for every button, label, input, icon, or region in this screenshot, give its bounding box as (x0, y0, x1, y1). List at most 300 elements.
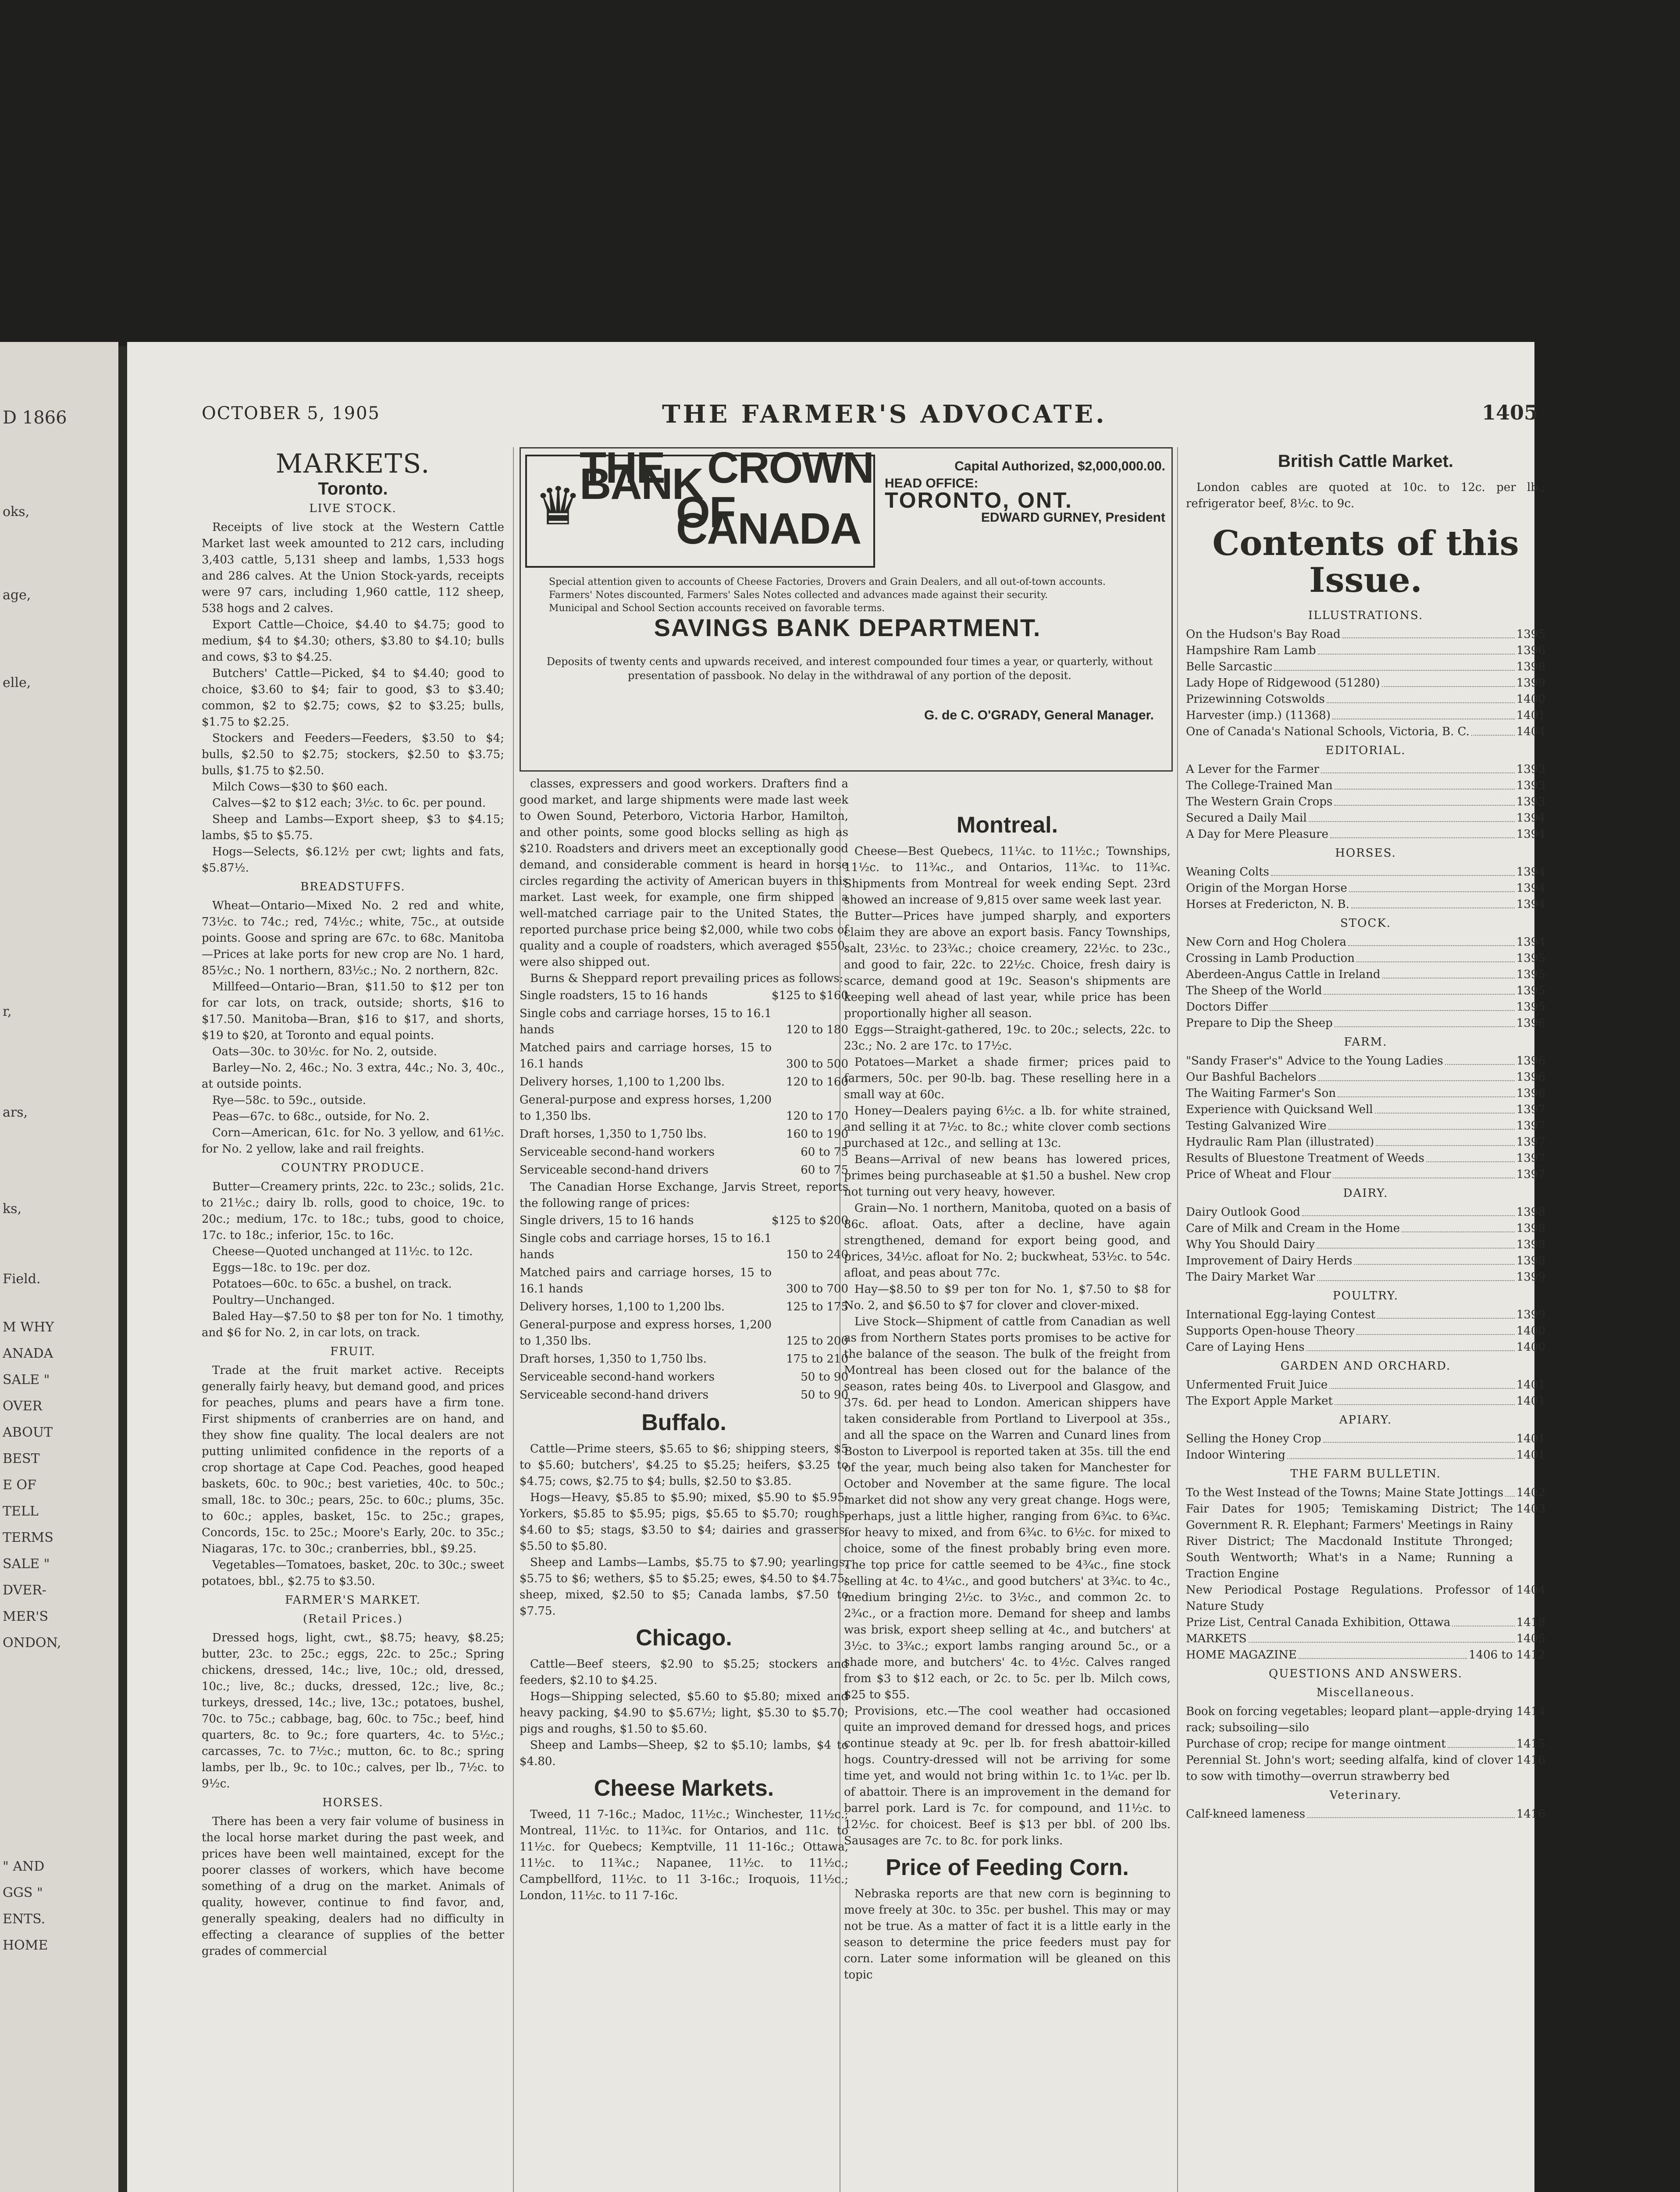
toc-leader-dots (1471, 724, 1515, 736)
toc-leader-dots (1445, 1053, 1515, 1065)
market-paragraph: Cheese—Quoted unchanged at 11½c. to 12c. (212, 1245, 473, 1258)
toc-entry (1186, 1736, 1545, 1752)
toc-page-number: 1401 (1516, 709, 1545, 722)
bank-president: EDWARD GURNEY, President (981, 510, 1165, 525)
toc-page-number: 1401 (1516, 1432, 1545, 1445)
toc-entry-title: On the Hudson's Bay Road (1186, 628, 1341, 641)
market-paragraph: Eggs—Straight-gathered, 19c. to 20c.; selects, 22c. to 23c.; No. 2 are 17c. to 17½c. (844, 1023, 1171, 1053)
toc-entry-title: Purchase of crop; recipe for mange ointment (1186, 1737, 1446, 1751)
market-paragraph: Hogs—Heavy, $5.85 to $5.90; mixed, $5.90 to $5.95; Yorkers, $5.85 to $5.95; pigs, $5.65 to $5.70; roughs, $4.60 to $5; stags, $3.50 to $4; dairies and grassers, $5.50 to $5.80. (520, 1491, 848, 1553)
toc-leader-dots (1249, 1631, 1515, 1643)
market-paragraph: Calves—$2 to $12 each; 3½c. to 6c. per pound. (212, 797, 486, 810)
toc-page-number: 1398 (1516, 660, 1545, 673)
toc-entry (1186, 1501, 1545, 1582)
toc-leader-dots (1318, 643, 1515, 655)
previous-page-fragment: OVER (3, 1398, 43, 1414)
toc-entry-title: The Export Apple Market (1186, 1395, 1333, 1408)
toc-leader-dots (1324, 983, 1514, 995)
buffalo-heading: Buffalo. (641, 1410, 726, 1435)
bank-name-line1: THE CROWN BANK (580, 443, 873, 509)
price-row (520, 1316, 848, 1350)
toc-page-number: 1395 (1516, 1000, 1545, 1014)
market-paragraph: Rye—58c. to 59c., outside. (212, 1094, 366, 1107)
contents-heading: Contents of this Issue. (1212, 523, 1519, 600)
toc-entry (1186, 1167, 1545, 1183)
toc-entry-title: Hampshire Ram Lamb (1186, 644, 1316, 657)
retail-prices-note: (Retail Prices.) (303, 1612, 403, 1626)
toc-entry-title: Experience with Quicksand Well (1186, 1103, 1373, 1116)
price-row (520, 1212, 848, 1230)
toc-leader-dots (1375, 1102, 1515, 1114)
toc-page-number: 1395 (1516, 952, 1545, 965)
column-rule (513, 447, 514, 2192)
bank-capital: Capital Authorized, $2,000,000.00. (954, 459, 1165, 473)
previous-page-fragment: DVER- (3, 1583, 46, 1598)
toc-leader-dots (1349, 880, 1515, 892)
toc-page-number: 1418 (1516, 1616, 1545, 1629)
toc-entry-title: Hydraulic Ram Plan (illustrated) (1186, 1135, 1374, 1149)
toc-entry-title: One of Canada's National Schools, Victoria, B. C. (1186, 725, 1470, 738)
market-paragraph: Cattle—Beef steers, $2.90 to $5.25; stockers and feeders, $2.10 to $4.25. (520, 1658, 848, 1687)
toc-leader-dots (1334, 794, 1514, 806)
toc-entry-title: Care of Milk and Cream in the Home (1186, 1222, 1400, 1235)
market-paragraph: Wheat—Ontario—Mixed No. 2 red and white, 73½c. to 74c.; red, 74½c.; white, 75c., at outside points. Goose and spring are 67c. to 68c. Manitoba—Prices at lake ports for new crop are No. 1 hard, 85½c.; No. 1 northern, 83½c.; No. 2 northern, 82c. (202, 899, 504, 977)
toc-page-number: 1416 (1516, 1808, 1545, 1821)
montreal-heading: Montreal. (956, 812, 1058, 838)
toc-entry (1186, 880, 1545, 897)
toc-page-number: 1398 (1516, 1222, 1545, 1235)
toc-page-number: 1397 (1516, 1152, 1545, 1165)
toc-leader-dots (1342, 626, 1515, 638)
bank-head-office-label: HEAD OFFICE: (885, 476, 979, 491)
previous-page-fragment: oks, (3, 504, 30, 520)
toc-entry (1186, 1615, 1545, 1631)
toc-leader-dots (1333, 1167, 1514, 1178)
toc-leader-dots (1287, 1447, 1515, 1459)
toc-page-number: 1400 (1516, 1341, 1545, 1354)
toc-entry (1186, 1704, 1545, 1736)
market-paragraph: Hay—$8.50 to $9 per ton for No. 1, $7.50 to $8 for No. 2, and $6.50 to $7 for clover and clover-mixed. (844, 1283, 1171, 1312)
market-paragraph: Trade at the fruit market active. Receipts generally fairly heavy, but demand good, and prices for peaches, plums and pears have a firm tone. First shipments of cranberries are on hand, and they show fine quality. The local dealers are not putting unlimited confidence in the reports of a crop shortage at Cape Cod. Peaches, good heaped baskets, 60c. to 90c.; best varieties, 40c. to 50c.; small, 18c. to 30c.; pears, 25c. to 60c.; plums, 35c. to 60c.; apples, basket, 15c. to 25c.; grapes, Concords, 15c. to 25c.; Moore's Early, 20c. to 35c.; Niagaras, 17c. to 30c.; cranberries, bbl., $9.25. (202, 1364, 504, 1555)
toc-entry (1186, 1631, 1545, 1647)
toc-leader-dots (1356, 950, 1515, 962)
market-paragraph: Potatoes—Market a shade firmer; prices paid to farmers, 50c. per 90-lb. bag. These reselling here in a small way at 60c. (844, 1056, 1171, 1101)
previous-page-fragment: SALE " (3, 1556, 50, 1572)
toc-leader-dots (1505, 1485, 1515, 1497)
chicago-report (520, 1656, 848, 1770)
toc-entry (1186, 999, 1545, 1015)
toc-category: POULTRY. (1332, 1289, 1399, 1302)
toc-leader-dots (1302, 1204, 1515, 1216)
toc-page-number: 1400 (1516, 1324, 1545, 1338)
toc-entry-title: Supports Open-house Theory (1186, 1324, 1355, 1338)
toc-entry (1186, 1447, 1545, 1463)
toc-entry (1186, 1307, 1545, 1323)
toc-entry (1186, 643, 1545, 659)
toc-entry-title: A Day for Mere Pleasure (1186, 828, 1328, 841)
toc-page-number: 1397 (1516, 1135, 1545, 1149)
price-item: Serviceable second-hand drivers (520, 1388, 708, 1402)
price-value: 60 to 75 (801, 1146, 848, 1159)
toc-entry (1186, 1237, 1545, 1253)
feeding-corn-report (844, 1886, 1171, 1983)
toc-leader-dots (1330, 826, 1515, 838)
toc-entry-title: Dairy Outlook Good (1186, 1206, 1300, 1219)
toc-entry (1186, 967, 1545, 983)
toc-entry (1186, 1485, 1545, 1501)
toc-entry (1186, 1647, 1545, 1663)
page-header (202, 400, 1657, 430)
price-item: Single cobs and carriage horses, 15 to 16.1 hands (520, 1232, 772, 1261)
toc-entry-title: Indoor Wintering (1186, 1448, 1285, 1462)
toc-entry (1186, 826, 1545, 843)
price-value: 175 to 210 (786, 1352, 848, 1366)
toc-leader-dots (1317, 1269, 1515, 1281)
toc-page-number: 1395 (1516, 628, 1545, 641)
live-stock-heading: LIVE STOCK. (309, 502, 397, 515)
toc-entry (1186, 1118, 1545, 1134)
toc-entry-title: Perennial St. John's wort; seeding alfalfa, kind of clover to sow with timothy—overrun strawberry bed (1186, 1754, 1513, 1783)
toronto-country-produce (202, 1179, 504, 1341)
toc-entry (1186, 1204, 1545, 1221)
previous-page-fragment: ks, (3, 1201, 22, 1217)
toc-leader-dots (1356, 1323, 1515, 1335)
toronto-heading: Toronto. (318, 479, 388, 498)
toc-entry-title: Horses at Fredericton, N. B. (1186, 898, 1349, 911)
previous-page-fragment: TERMS (3, 1530, 53, 1545)
toc-page-number: 1404 (1516, 1584, 1545, 1597)
price-item: Serviceable second-hand workers (520, 1370, 715, 1384)
toc-entry (1186, 778, 1545, 794)
horse-exchange-intro: The Canadian Horse Exchange, Jarvis Street, reports the following range of prices: (520, 1181, 848, 1210)
toc-entry (1186, 810, 1545, 826)
chicago-heading: Chicago. (636, 1625, 732, 1651)
toc-entry-title: Prizewinning Cotswolds (1186, 693, 1325, 706)
toc-entry (1186, 1752, 1545, 1785)
toc-entry (1186, 1377, 1545, 1393)
toc-page-number: 1403 (1516, 1502, 1545, 1516)
toc-page-number: 1402 (1516, 1486, 1545, 1499)
toc-entry-title: The Waiting Farmer's Son (1186, 1087, 1336, 1100)
previous-page-fragment: ANADA (3, 1346, 53, 1361)
toc-leader-dots (1318, 1069, 1514, 1081)
toc-leader-dots (1335, 778, 1515, 790)
price-item: Matched pairs and carriage horses, 15 to 16.1 hands (520, 1041, 772, 1071)
toc-page-number: 1394 (1516, 828, 1545, 841)
toc-leader-dots (1402, 1221, 1515, 1232)
toc-entry-title: Book on forcing vegetables; leopard plant—apple-drying rack; subsoiling—silo (1186, 1705, 1513, 1734)
market-paragraph: Hogs—Selects, $6.12½ per cwt; lights and fats, $5.87½. (202, 845, 504, 875)
toc-entry (1186, 1221, 1545, 1237)
toc-entry (1186, 950, 1545, 967)
price-value: 120 to 180 (786, 1023, 848, 1036)
previous-page-edge (0, 342, 118, 2192)
bank-note: Special attention given to accounts of Cheese Factories, Drovers and Grain Dealers, and all out-of-town accounts. (549, 576, 1106, 587)
toc-entry-title: "Sandy Fraser's" Advice to the Young Ladies (1186, 1054, 1443, 1068)
toc-entry-title: Prepare to Dip the Sheep (1186, 1017, 1333, 1030)
bank-note: Municipal and School Section accounts received on favorable terms. (549, 603, 885, 614)
toc-entry (1186, 794, 1545, 810)
toc-entry (1186, 724, 1545, 740)
toc-leader-dots (1338, 1085, 1515, 1097)
previous-page-fragment: HOME (3, 1938, 48, 1953)
toc-page-number: 1393 (1516, 795, 1545, 808)
toc-leader-dots (1351, 897, 1515, 908)
toc-page-number: 1400 (1516, 693, 1545, 706)
toc-entry-title: Prize List, Central Canada Exhibition, Ottawa (1186, 1616, 1451, 1629)
previous-page-fragment: E OF (3, 1477, 36, 1493)
toc-page-number: 1401 (1516, 1395, 1545, 1408)
toc-category: ILLUSTRATIONS. (1308, 609, 1424, 622)
toc-entry (1186, 1323, 1545, 1339)
market-paragraph: Milch Cows—$30 to $60 each. (212, 780, 388, 794)
market-paragraph: Nebraska reports are that new corn is beginning to move freely at 30c. to 35c. per bushel. This may or may not be true. As a matter of fact it is a little early in the season to determine the price feeders must pay for corn. Later some information will be gleaned on this topic (844, 1887, 1171, 1982)
toc-leader-dots (1327, 691, 1515, 703)
horses-heading: HORSES. (322, 1796, 384, 1809)
toc-page-number: 1394 (1516, 882, 1545, 895)
feeding-corn-heading: Price of Feeding Corn. (886, 1855, 1129, 1880)
previous-page-fragment: age, (3, 587, 31, 603)
toc-entry-title: Improvement of Dairy Herds (1186, 1254, 1353, 1267)
toc-leader-dots (1270, 999, 1515, 1011)
toc-page-number: 1401 (1516, 1378, 1545, 1391)
toc-leader-dots (1329, 1377, 1515, 1389)
price-item: Single cobs and carriage horses, 15 to 16.1 hands (520, 1007, 772, 1036)
toc-page-number: 1396 (1516, 1087, 1545, 1100)
toronto-fruit (202, 1363, 504, 1590)
savings-heading: SAVINGS BANK DEPARTMENT. (654, 614, 1041, 641)
price-row (520, 987, 848, 1005)
british-cattle-heading: British Cattle Market. (1278, 452, 1454, 471)
toc-page-number: 1394 (1516, 865, 1545, 879)
buffalo-report (520, 1441, 848, 1619)
previous-page-fragment: ONDON, (3, 1635, 61, 1651)
toc-page-number: 1406 to 1412 (1469, 1648, 1545, 1662)
toc-leader-dots (1332, 708, 1515, 719)
toc-leader-dots (1323, 1431, 1515, 1443)
price-item: Delivery horses, 1,100 to 1,200 lbs. (520, 1300, 725, 1313)
toc-page-number: 1398 (1516, 1206, 1545, 1219)
toc-entry (1186, 1134, 1545, 1150)
toc-entry-title: Calf-kneed lameness (1186, 1808, 1306, 1821)
toc-entry-title: Unfermented Fruit Juice (1186, 1378, 1328, 1391)
price-value: 160 to 190 (786, 1128, 848, 1141)
toc-page-number: 1415 (1516, 1737, 1545, 1751)
table-of-contents (1186, 608, 1545, 1822)
page-number: 1405 (1482, 401, 1538, 424)
toc-page-number: 1396 (1516, 1071, 1545, 1084)
price-row (520, 1264, 848, 1298)
toc-entry-title: The College-Trained Man (1186, 779, 1333, 792)
toc-page-number: 1393 (1516, 763, 1545, 776)
toc-leader-dots (1306, 1339, 1515, 1351)
toc-page-number: 1395 (1516, 968, 1545, 981)
toc-entry (1186, 1339, 1545, 1356)
toc-entry (1186, 1085, 1545, 1102)
burns-sheppard-intro: Burns & Sheppard report prevailing prices as follows: (530, 972, 844, 985)
previous-page-fragment: " AND (3, 1859, 45, 1874)
british-cattle-text: London cables are quoted at 10c. to 12c. per lb.; refrigerator beef, 8½c. to 9c. (1186, 481, 1545, 510)
toc-entry-title: Aberdeen-Angus Cattle in Ireland (1186, 968, 1381, 981)
toc-entry-title: Results of Bluestone Treatment of Weeds (1186, 1152, 1424, 1165)
toc-page-number: 1396 (1516, 1017, 1545, 1030)
price-row (520, 1039, 848, 1073)
price-value: 125 to 200 (786, 1334, 848, 1348)
market-paragraph: Live Stock—Shipment of cattle from Canadian as well as from Northern States ports promises to be active for the balance of the season. The bulk of the freight from Montreal has been closed out for the balance of the season, rates being 40s. to Liverpool and Glasgow, and 37s. 6d. per head to London. American shippers have taken considerable from Portland to Liverpool at 35s., and all the space on the Warren and Cunard lines from Boston to Liverpool is reported taken at 35s. till the end of the year, much being also taken for Manchester for October and November at the same figure. The local market did not show any very great change. Hogs were, perhaps, just a little higher, ranging from 6¾c. to 6¾c. for heavy to mixed, and from 6¾c. to 6½c. for mixed to choice, some of the finest probably bring even more. The top price for cattle seemed to be 4¾c., fine stock selling at 4c. to 4¼c., and good butchers' at 3¾c. to 4c., medium bringing 2½c. to 3½c., and common 2c. to 2¾c., or a fraction more. Demand for sheep and lambs was brisk, export sheep selling at 4c., and butchers' at 3½c. to 3¾c.; export lambs ranging around 5c., or a shade more, and butchers' 4c. to 4½c. Calves ranged from $3 to $12 each, or 2c. to 5c. per lb. Milch cows, $25 to $55. (844, 1315, 1171, 1701)
issue-date: OCTOBER 5, 1905 (202, 403, 380, 423)
toc-page-number: 1394 (1516, 898, 1545, 911)
breadstuffs-heading: BREADSTUFFS. (300, 880, 406, 893)
previous-page-fragment: BEST (3, 1451, 40, 1466)
toc-page-number: 1398 (1516, 1254, 1545, 1267)
toc-entry-title: Fair Dates for 1905; Temiskaming District; The Government R. R. Elephant; Farmers' Meetings in Rainy River District; The Macdonald Institute Thronged; South Wentworth; What's in a Name; Running a Traction Engine (1186, 1502, 1513, 1580)
toc-entry-title: Origin of the Morgan Horse (1186, 882, 1347, 895)
previous-page-fragment: ABOUT (3, 1425, 53, 1440)
toc-category: HORSES. (1335, 847, 1396, 860)
toc-entry-title: Our Bashful Bachelors (1186, 1071, 1317, 1084)
toc-leader-dots (1426, 1150, 1515, 1162)
contents-column (1186, 447, 1545, 1822)
toc-entry (1186, 659, 1545, 675)
toc-leader-dots (1452, 1615, 1514, 1626)
toc-entry-title: Secured a Daily Mail (1186, 811, 1307, 825)
previous-page-fragment: MER'S (3, 1609, 49, 1624)
toc-entry-title: The Western Grain Crops (1186, 795, 1333, 808)
toc-page-number: 1399 (1516, 1270, 1545, 1284)
toc-leader-dots (1348, 934, 1515, 946)
toc-leader-dots (1354, 1253, 1515, 1265)
toc-entry (1186, 983, 1545, 999)
market-paragraph: Cattle—Prime steers, $5.65 to $6; shipping steers, $5 to $5.60; butchers', $4.25 to $5.25; heifers, $3.25 to $4.75; cows, $2.75 to $4; bulls, $2.50 to $3.85. (520, 1442, 848, 1488)
toc-entry (1186, 934, 1545, 950)
toc-leader-dots (1377, 1307, 1515, 1319)
price-value: $125 to $160 (772, 989, 848, 1002)
price-item: General-purpose and express horses, 1,200 to 1,350 lbs. (520, 1318, 772, 1348)
toc-leader-dots (1274, 659, 1515, 671)
toc-entry-title: New Periodical Postage Regulations. Professor of Nature Study (1186, 1584, 1513, 1613)
toc-page-number: 1397 (1516, 1168, 1545, 1181)
toronto-live-stock (202, 520, 504, 876)
bank-name-line2: OF CANADA (676, 488, 861, 553)
toc-entry-title: Belle Sarcastic (1186, 660, 1273, 673)
horse-price-table-2 (520, 1212, 848, 1404)
toronto-horses (202, 1814, 504, 1960)
crown-icon: ♛ (534, 476, 582, 537)
market-paragraph: Butter—Prices have jumped sharply, and exporters claim they are above an export basis. Fancy Townships, salt, 23½c. to 23¾c.; choice creamery, 22½c. to 23c., and good to fair, 22c. to 22½c. Choice, fresh dairy is scarce, demand good at 19c. Season's shipments are keeping well ahead of last year, while price has been proportionally higher all season. (844, 910, 1171, 1020)
market-paragraph: Eggs—18c. to 19c. per doz. (212, 1261, 371, 1274)
price-row (520, 1005, 848, 1039)
toc-entry (1186, 897, 1545, 913)
price-value: 300 to 500 (786, 1057, 848, 1071)
market-paragraph: Poultry—Unchanged. (212, 1294, 335, 1307)
toc-page-number: 1394 (1516, 811, 1545, 825)
toc-entry (1186, 675, 1545, 691)
price-item: General-purpose and express horses, 1,200 to 1,350 lbs. (520, 1093, 772, 1123)
toc-page-number: 1414 (1516, 1705, 1545, 1718)
crown-bank-advertisement (520, 443, 1173, 772)
price-value: 120 to 170 (786, 1110, 848, 1123)
toc-entry-title: Care of Laying Hens (1186, 1341, 1305, 1354)
market-paragraph: Honey—Dealers paying 6½c. a lb. for white strained, and selling it at 7½c. to 8c.; white clover comb sections purchased at 12c., and selling at 13c. (844, 1104, 1171, 1150)
market-paragraph: Butter—Creamery prints, 22c. to 23c.; solids, 21c. to 21½c.; dairy lb. rolls, good to choice, 19c. to 20c.; medium, 17c. to 18c.; tubs, good to choice, 17c. to 18c.; inferior, 15c. to 16c. (202, 1180, 504, 1242)
toc-entry (1186, 691, 1545, 708)
toc-page-number: 1397 (1516, 1103, 1545, 1116)
cheese-markets-report (520, 1807, 848, 1904)
toc-category: Veterinary. (1329, 1789, 1402, 1802)
markets-heading: MARKETS. (275, 448, 431, 479)
toc-page-number: 1399 (1516, 1308, 1545, 1321)
toc-entry (1186, 708, 1545, 724)
price-row (520, 1143, 848, 1161)
price-row (520, 1091, 848, 1125)
toc-entry-title: Testing Galvanized Wire (1186, 1119, 1327, 1132)
price-value: 50 to 90 (801, 1370, 848, 1384)
toc-category: STOCK. (1340, 917, 1392, 930)
market-paragraph: Hogs—Shipping selected, $5.60 to $5.80; mixed and heavy packing, $4.90 to $5.67½; light, $5.30 to $5.70; pigs and roughs, $1.50 to $5.60. (520, 1690, 848, 1736)
market-paragraph: Barley—No. 2, 46c.; No. 3 extra, 44c.; No. 3, 40c., at outside points. (202, 1061, 504, 1091)
toc-entry-title: HOME MAGAZINE (1186, 1648, 1297, 1662)
toc-entry-title: A Lever for the Farmer (1186, 763, 1319, 776)
bank-note: Farmers' Notes discounted, Farmers' Sales Notes collected and advances made against their security. (549, 590, 1048, 601)
toc-entry-title: Weaning Colts (1186, 865, 1269, 879)
toc-entry (1186, 1069, 1545, 1085)
market-paragraph: Millfeed—Ontario—Bran, $11.50 to $12 per ton for car lots, on track, outside; shorts, $16 to $17.50. Manitoba—Bran, $16 to $17, and shorts, $19 to $20, at Toronto and equal points. (202, 980, 504, 1042)
toc-leader-dots (1382, 675, 1515, 687)
toc-leader-dots (1335, 1015, 1515, 1027)
price-row (520, 1350, 848, 1368)
toc-entry-title: The Sheep of the World (1186, 984, 1322, 997)
toc-page-number: 1404 (1516, 725, 1545, 738)
price-item: Matched pairs and carriage horses, 15 to 16.1 hands (520, 1266, 772, 1295)
bank-logo (525, 443, 875, 568)
toc-leader-dots (1328, 1118, 1515, 1130)
market-paragraph: Export Cattle—Choice, $4.40 to $4.75; good to medium, $4 to $4.30; others, $3.80 to $4.10; bulls and cows, $3 to $4.25. (202, 618, 504, 664)
market-paragraph: Butchers' Cattle—Picked, $4 to $4.40; good to choice, $3.60 to $4; fair to good, $3 to $3.40; common, $2 to $2.75; cows, $2 to $3.25; bulls, $1.75 to $2.25. (202, 667, 504, 729)
previous-page-fragment: elle, (3, 675, 31, 690)
savings-deposit-text: Deposits of twenty cents and upwards received, and interest compounded four times a year, or quarterly, without presentation of passbook. No delay in the withdrawal of any portion of the deposit. (546, 655, 1153, 682)
market-paragraph: Stockers and Feeders—Feeders, $3.50 to $4; bulls, $2.50 to $2.75; stockers, $2.50 to $3.75; bulls, $1.75 to $2.50. (202, 732, 504, 777)
toc-category: FARM. (1344, 1036, 1388, 1049)
market-paragraph: Cheese—Best Quebecs, 11¼c. to 11½c.; Townships, 11½c. to 11¾c., and Ontarios, 11¾c. to 11¾c. Shipments from Montreal for week ending Sept. 23rd showed an increase of 9,815 over same week last year. (844, 845, 1171, 907)
toc-entry (1186, 1806, 1545, 1822)
toc-page-number: 1394 (1516, 936, 1545, 949)
market-paragraph: Peas—67c. to 68c., outside, for No. 2. (212, 1110, 430, 1123)
price-item: Draft horses, 1,350 to 1,750 lbs. (520, 1352, 707, 1366)
market-paragraph: Beans—Arrival of new beans has lowered prices, primes being purchaseable at $1.50 a bushel. New crop not turning out very heavy, however. (844, 1153, 1171, 1199)
toc-entry-title: Price of Wheat and Flour (1186, 1168, 1331, 1181)
newspaper-page (127, 342, 1545, 2192)
toc-page-number: 1405 (1516, 1632, 1545, 1645)
previous-page-fragment: SALE " (3, 1372, 50, 1388)
horse-price-table-1 (520, 987, 848, 1179)
toc-entry-title: To the West Instead of the Towns; Maine State Jottings (1186, 1486, 1504, 1499)
toc-entry-title: MARKETS (1186, 1632, 1247, 1645)
previous-page-fragment: M WHY (3, 1320, 54, 1335)
price-value: $125 to $200 (772, 1214, 848, 1227)
previous-page-fragment: r, (3, 1004, 12, 1019)
market-paragraph: Provisions, etc.—The cool weather had occasioned quite an improved demand for dressed hogs, and prices continue steady at 9c. per lb. for fresh abattoir-killed hogs. Country-dressed will not be arriving for some time yet, and would not bring within 1c. to 1¼c. per lb. of abattoir. There is an improvement in the demand for barrel pork. Lard is 7c. for compound, and 11½c. to 12½c. for choicest. Beef is $13 per bbl. of 200 lbs. Sausages are 7c. to 8c. for pork links. (844, 1704, 1171, 1847)
price-row (520, 1073, 848, 1091)
toc-category: EDITORIAL. (1325, 744, 1406, 757)
toc-leader-dots (1321, 762, 1515, 773)
price-item: Draft horses, 1,350 to 1,750 lbs. (520, 1128, 707, 1141)
price-item: Serviceable second-hand drivers (520, 1164, 708, 1177)
toc-category: Miscellaneous. (1316, 1686, 1415, 1699)
toc-page-number: 1399 (1516, 676, 1545, 690)
previous-page-fragment: TELL (3, 1504, 39, 1519)
price-row (520, 1125, 848, 1143)
previous-page-fragment: ENTS. (3, 1911, 46, 1927)
